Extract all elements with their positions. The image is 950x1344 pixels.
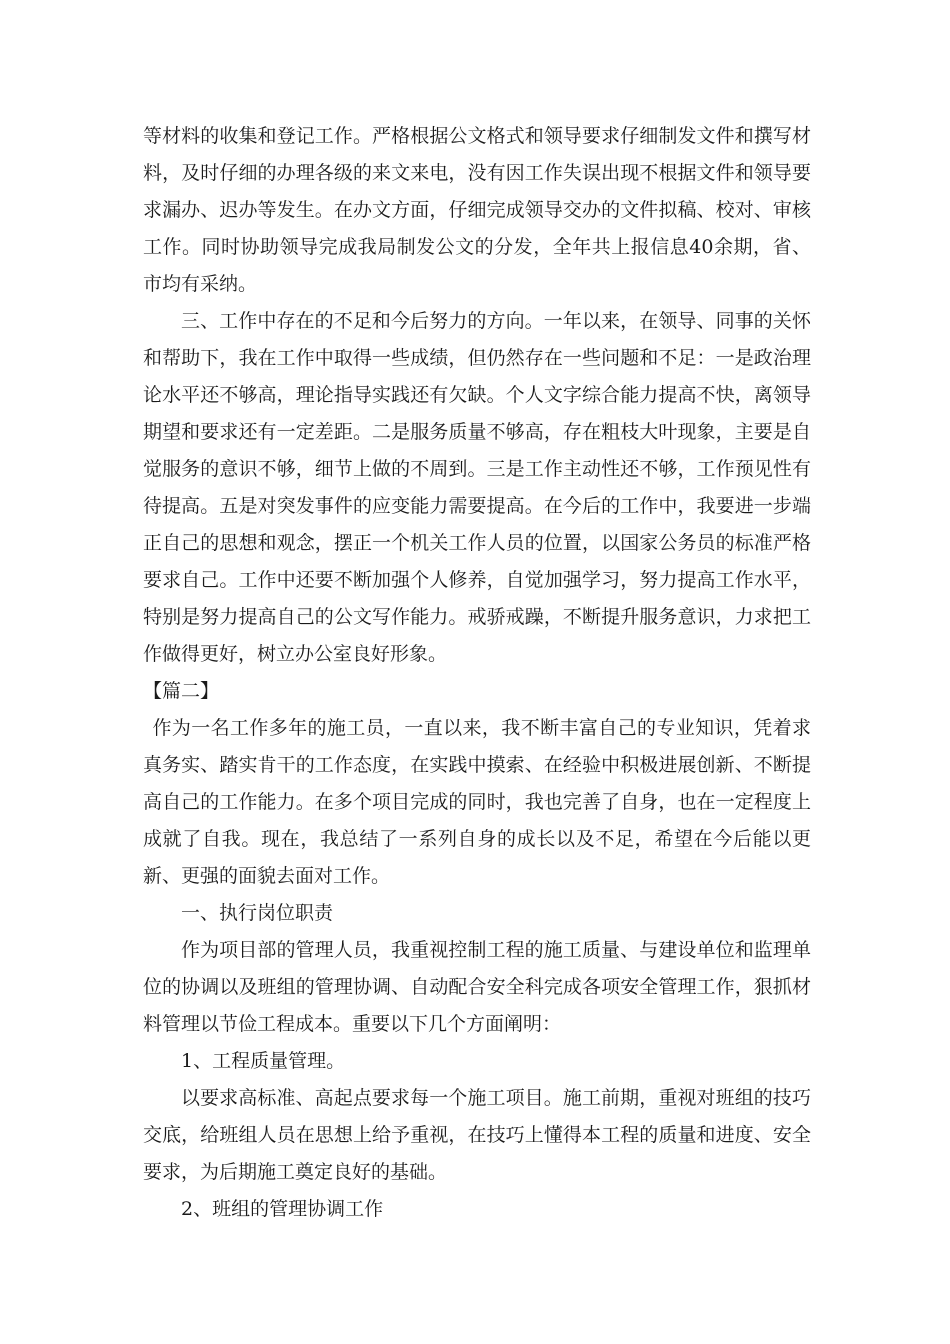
item-two-heading: 2、班组的管理协调工作	[181, 1198, 384, 1220]
document-body	[143, 118, 811, 1228]
paragraph-quality: 以要求高标准、高起点要求每一个施工项目。施工前期，重视对班组的技巧交底，给班组人员在思想上给予重视，在技巧上懂得本工程的质量和进度、安全要求，为后期施工奠定良好的基础。	[143, 1087, 811, 1183]
section-one-heading: 一、执行岗位职责	[181, 902, 334, 924]
paragraph-section-three: 三、工作中存在的不足和今后努力的方向。一年以来，在领导、同事的关怀和帮助下，我在工作中取得一些成绩，但仍然存在一些问题和不足：一是政治理论水平还不够高，理论指导实践还有欠缺。个人文字综合能力提高不快，离领导期望和要求还有一定差距。二是服务质量不够高，存在粗枝大叶现象，主要是自觉服务的意识不够，细节上做的不周到。三是工作主动性还不够，工作预见性有待提高。五是对突发事件的应变能力需要提高。在今后的工作中，我要进一步端正自己的思想和观念，摆正一个机关工作人员的位置，以国家公务员的标准严格要求自己。工作中还要不断加强个人修养，自觉加强学习，努力提高工作水平，特别是努力提高自己的公文写作能力。戒骄戒躁，不断提升服务意识，力求把工作做得更好，树立办公室良好形象。	[143, 310, 811, 665]
paragraph-duties: 作为项目部的管理人员，我重视控制工程的施工质量、与建设单位和监理单位的协调以及班组的管理协调、自动配合安全科完成各项安全管理工作，狠抓材料管理以节俭工程成本。重要以下几个方面阐明：	[143, 939, 811, 1035]
part-two-heading: 【篇二】	[143, 680, 220, 702]
item-one-heading: 1、工程质量管理。	[181, 1050, 346, 1072]
paragraph-intro: 作为一名工作多年的施工员，一直以来，我不断丰富自己的专业知识，凭着求真务实、踏实肯干的工作态度，在实践中摸索、在经验中积极进展创新、不断提高自己的工作能力。在多个项目完成的同时，我也完善了自身，也在一定程度上成就了自我。现在，我总结了一系列自身的成长以及不足，希望在今后能以更新、更强的面貌去面对工作。	[143, 717, 811, 887]
paragraph-continued: 等材料的收集和登记工作。严格根据公文格式和领导要求仔细制发文件和撰写材料，及时仔细的办理各级的来文来电，没有因工作失误出现不根据文件和领导要求漏办、迟办等发生。在办文方面，仔细完成领导交办的文件拟稿、校对、审核工作。同时协助领导完成我局制发公文的分发，全年共上报信息40余期，省、市均有采纳。	[143, 125, 811, 295]
